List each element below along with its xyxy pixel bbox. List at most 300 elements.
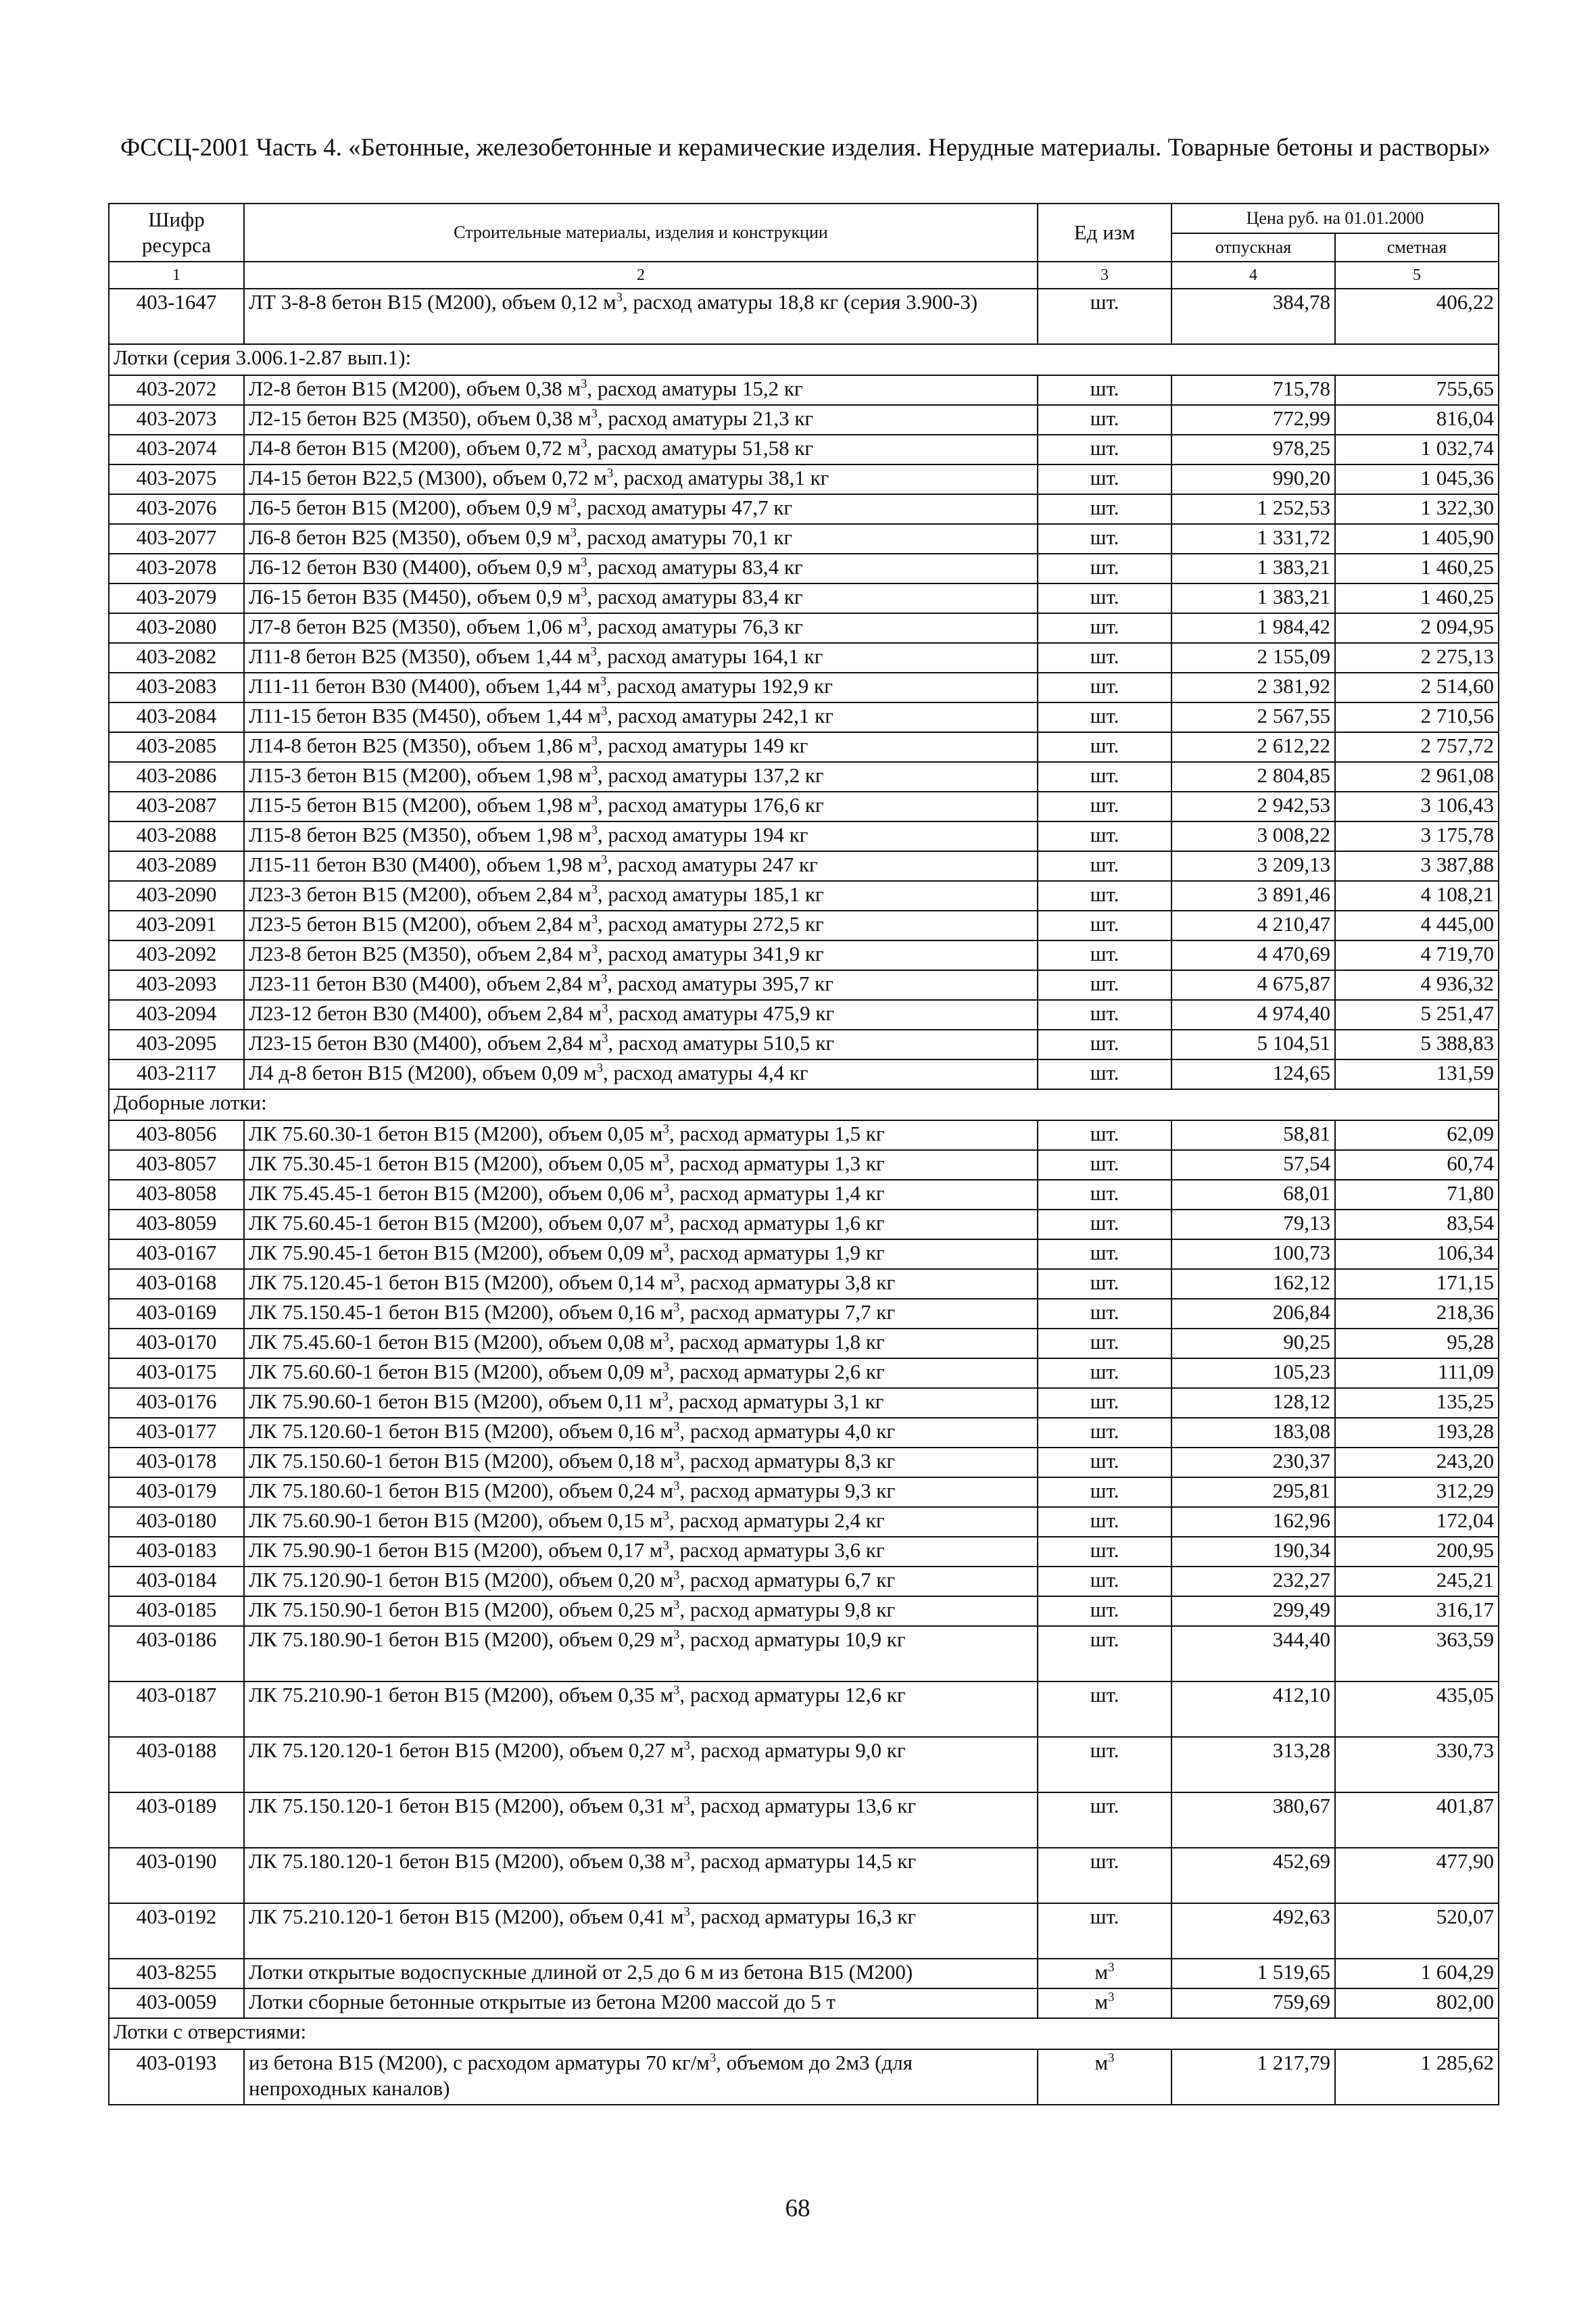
resource-code: 403-2090 (109, 881, 244, 911)
release-price: 206,84 (1171, 1299, 1335, 1329)
estimate-price: 1 460,25 (1335, 583, 1499, 613)
col-price-header: Цена руб. на 01.01.2000 (1171, 204, 1499, 233)
unit: шт. (1038, 1448, 1171, 1477)
release-price: 492,63 (1171, 1903, 1335, 1959)
unit: шт. (1038, 1848, 1171, 1903)
item-description: ЛК 75.60.90-1 бетон B15 (M200), объем 0,15 $м^3$, расход арматуры 2,4 кг (244, 1507, 1038, 1537)
unit: шт. (1038, 1418, 1171, 1448)
table-row (109, 702, 1499, 732)
unit: шт. (1038, 1269, 1171, 1299)
table-row (109, 1329, 1499, 1358)
table-row (109, 643, 1499, 673)
resource-code: 403-8056 (109, 1120, 244, 1150)
unit: шт. (1038, 464, 1171, 494)
release-price: 990,20 (1171, 464, 1335, 494)
item-description: ЛК 75.120.90-1 бетон B15 (M200), объем 0,20 $м^3$, расход арматуры 6,7 кг (244, 1567, 1038, 1596)
table-row (109, 289, 1499, 344)
release-price: 100,73 (1171, 1239, 1335, 1269)
unit: шт. (1038, 970, 1171, 1000)
item-description: ЛК 75.150.90-1 бетон B15 (M200), объем 0,25 $м^3$, расход арматуры 9,8 кг (244, 1596, 1038, 1626)
item-description: Л15-8 бетон B25 (M350), объем 1,98 $м^3$, расход аматуры 194 кг (244, 821, 1038, 851)
resource-code: 403-0187 (109, 1681, 244, 1737)
estimate-price: 171,15 (1335, 1269, 1499, 1299)
unit: шт. (1038, 524, 1171, 554)
resource-code: 403-2095 (109, 1030, 244, 1059)
item-description: ЛК 75.150.60-1 бетон B15 (M200), объем 0,18 $м^3$, расход арматуры 8,3 кг (244, 1448, 1038, 1477)
estimate-price: 135,25 (1335, 1388, 1499, 1418)
estimate-price: 131,59 (1335, 1059, 1499, 1089)
resource-code: 403-2079 (109, 583, 244, 613)
unit: шт. (1038, 1030, 1171, 1059)
release-price: 1 383,21 (1171, 583, 1335, 613)
release-price: 1 331,72 (1171, 524, 1335, 554)
table-row (109, 1988, 1499, 2018)
resource-code: 403-2091 (109, 911, 244, 940)
table-row (109, 1537, 1499, 1567)
item-description: Л6-12 бетон B30 (M400), объем 0,9 $м^3$, расход аматуры 83,4 кг (244, 554, 1038, 583)
item-description: ЛК 75.150.120-1 бетон B15 (M200), объем 0,31 $м^3$, расход арматуры 13,6 кг (244, 1792, 1038, 1848)
release-price: 232,27 (1171, 1567, 1335, 1596)
resource-code: 403-0192 (109, 1903, 244, 1959)
unit: шт. (1038, 1507, 1171, 1537)
section-title: Лотки с отверстиями: (109, 2018, 1499, 2049)
estimate-price: 406,22 (1335, 289, 1499, 344)
table-row (109, 405, 1499, 435)
table-row (109, 940, 1499, 970)
item-description: ЛК 75.180.120-1 бетон B15 (M200), объем 0,38 $м^3$, расход арматуры 14,5 кг (244, 1848, 1038, 1903)
section-row (109, 2018, 1499, 2049)
table-row (109, 1358, 1499, 1388)
release-price: 58,81 (1171, 1120, 1335, 1150)
unit: шт. (1038, 702, 1171, 732)
item-description: ЛК 75.180.60-1 бетон B15 (M200), объем 0,24 $м^3$, расход арматуры 9,3 кг (244, 1477, 1038, 1507)
release-price: 230,37 (1171, 1448, 1335, 1477)
table-row (109, 464, 1499, 494)
estimate-price: 1 032,74 (1335, 435, 1499, 464)
table-row (109, 851, 1499, 881)
unit: шт. (1038, 1150, 1171, 1180)
estimate-price: 243,20 (1335, 1448, 1499, 1477)
estimate-price: 816,04 (1335, 405, 1499, 435)
release-price: 313,28 (1171, 1737, 1335, 1792)
release-price: 2 567,55 (1171, 702, 1335, 732)
release-price: 2 381,92 (1171, 673, 1335, 702)
release-price: 384,78 (1171, 289, 1335, 344)
resource-code: 403-2087 (109, 792, 244, 821)
resource-code: 403-0175 (109, 1358, 244, 1388)
table-row (109, 1000, 1499, 1030)
table-row (109, 881, 1499, 911)
resource-code: 403-2074 (109, 435, 244, 464)
estimate-price: 1 405,90 (1335, 524, 1499, 554)
table-row (109, 2049, 1499, 2105)
unit: шт. (1038, 1737, 1171, 1792)
unit: шт. (1038, 732, 1171, 762)
estimate-price: 5 251,47 (1335, 1000, 1499, 1030)
item-description: Л11-8 бетон B25 (M350), объем 1,44 $м^3$, расход аматуры 164,1 кг (244, 643, 1038, 673)
unit: шт. (1038, 1567, 1171, 1596)
release-price: 79,13 (1171, 1210, 1335, 1239)
item-description: Л23-15 бетон B30 (M400), объем 2,84 $м^3$, расход аматуры 510,5 кг (244, 1030, 1038, 1059)
unit: шт. (1038, 1596, 1171, 1626)
estimate-price: 172,04 (1335, 1507, 1499, 1537)
estimate-price: 4 936,32 (1335, 970, 1499, 1000)
release-price: 190,34 (1171, 1537, 1335, 1567)
release-price: 4 974,40 (1171, 1000, 1335, 1030)
estimate-price: 5 388,83 (1335, 1030, 1499, 1059)
col-number: 5 (1335, 262, 1499, 289)
unit: шт. (1038, 1477, 1171, 1507)
release-price: 295,81 (1171, 1477, 1335, 1507)
item-description: Л7-8 бетон B25 (M350), объем 1,06 $м^3$, расход аматуры 76,3 кг (244, 613, 1038, 643)
unit: шт. (1038, 435, 1171, 464)
unit: $м^3$ (1038, 1959, 1171, 1988)
item-description: ЛК 75.45.60-1 бетон B15 (M200), объем 0,08 $м^3$, расход арматуры 1,8 кг (244, 1329, 1038, 1358)
table-row (109, 911, 1499, 940)
unit: шт. (1038, 851, 1171, 881)
unit: шт. (1038, 1681, 1171, 1737)
item-description: Л6-15 бетон B35 (M450), объем 0,9 $м^3$, расход аматуры 83,4 кг (244, 583, 1038, 613)
release-price: 105,23 (1171, 1358, 1335, 1388)
section-title: Доборные лотки: (109, 1089, 1499, 1120)
item-description: Л23-12 бетон B30 (M400), объем 2,84 $м^3$, расход аматуры 475,9 кг (244, 1000, 1038, 1030)
item-description: ЛК 75.120.45-1 бетон B15 (M200), объем 0,14 $м^3$, расход арматуры 3,8 кг (244, 1269, 1038, 1299)
resource-code: 403-0188 (109, 1737, 244, 1792)
unit: шт. (1038, 583, 1171, 613)
unit: шт. (1038, 554, 1171, 583)
unit: шт. (1038, 1059, 1171, 1089)
item-description: ЛК 75.60.60-1 бетон B15 (M200), объем 0,09 $м^3$, расход арматуры 2,6 кг (244, 1358, 1038, 1388)
unit: шт. (1038, 494, 1171, 524)
unit: шт. (1038, 1537, 1171, 1567)
table-row (109, 1120, 1499, 1150)
release-price: 2 612,22 (1171, 732, 1335, 762)
item-description: ЛК 75.150.45-1 бетон B15 (M200), объем 0,16 $м^3$, расход арматуры 7,7 кг (244, 1299, 1038, 1329)
resource-code: 403-0184 (109, 1567, 244, 1596)
unit: шт. (1038, 1120, 1171, 1150)
section-row (109, 1089, 1499, 1120)
release-price: 978,25 (1171, 435, 1335, 464)
item-description: Лотки открытые водоспускные длиной от 2,5 до 6 м из бетона B15 (M200) (244, 1959, 1038, 1988)
unit: шт. (1038, 673, 1171, 702)
page-title: ФССЦ-2001 Часть 4. «Бетонные, железобетонные и керамические изделия. Нерудные материалы. Товарные бетоны и растворы» (120, 134, 1491, 162)
release-price: 57,54 (1171, 1150, 1335, 1180)
release-price: 715,78 (1171, 375, 1335, 405)
estimate-price: 330,73 (1335, 1737, 1499, 1792)
table-row (109, 970, 1499, 1000)
item-description: Л23-3 бетон B15 (M200), объем 2,84 $м^3$, расход аматуры 185,1 кг (244, 881, 1038, 911)
table-row (109, 792, 1499, 821)
resource-code: 403-2082 (109, 643, 244, 673)
item-description: ЛК 75.210.90-1 бетон B15 (M200), объем 0,35 $м^3$, расход арматуры 12,6 кг (244, 1681, 1038, 1737)
table-row (109, 524, 1499, 554)
estimate-price: 111,09 (1335, 1358, 1499, 1388)
resource-code: 403-2073 (109, 405, 244, 435)
estimate-price: 755,65 (1335, 375, 1499, 405)
table-row (109, 1150, 1499, 1180)
unit: шт. (1038, 613, 1171, 643)
release-price: 3 008,22 (1171, 821, 1335, 851)
price-table (108, 203, 1499, 2105)
table-row (109, 1239, 1499, 1269)
unit: шт. (1038, 1210, 1171, 1239)
estimate-price: 3 175,78 (1335, 821, 1499, 851)
release-price: 344,40 (1171, 1626, 1335, 1681)
section-title: Лотки (серия 3.006.1-2.87 вып.1): (109, 344, 1499, 375)
table-row (109, 1681, 1499, 1737)
col-number: 2 (244, 262, 1038, 289)
table-row (109, 1210, 1499, 1239)
estimate-price: 3 387,88 (1335, 851, 1499, 881)
estimate-price: 435,05 (1335, 1681, 1499, 1737)
release-price: 1 984,42 (1171, 613, 1335, 643)
estimate-price: 71,80 (1335, 1180, 1499, 1210)
item-description: ЛК 75.210.120-1 бетон B15 (M200), объем 0,41 $м^3$, расход арматуры 16,3 кг (244, 1903, 1038, 1959)
resource-code: 403-2084 (109, 702, 244, 732)
release-price: 4 470,69 (1171, 940, 1335, 970)
table-row (109, 1388, 1499, 1418)
unit: шт. (1038, 1626, 1171, 1681)
release-price: 759,69 (1171, 1988, 1335, 2018)
estimate-price: 62,09 (1335, 1120, 1499, 1150)
release-price: 380,67 (1171, 1792, 1335, 1848)
release-price: 183,08 (1171, 1418, 1335, 1448)
estimate-price: 2 961,08 (1335, 762, 1499, 792)
item-description: Л15-3 бетон B15 (M200), объем 1,98 $м^3$, расход аматуры 137,2 кг (244, 762, 1038, 792)
resource-code: 403-0190 (109, 1848, 244, 1903)
unit: шт. (1038, 792, 1171, 821)
estimate-price: 1 322,30 (1335, 494, 1499, 524)
unit: шт. (1038, 940, 1171, 970)
item-description: Л6-5 бетон B15 (M200), объем 0,9 $м^3$, расход аматуры 47,7 кг (244, 494, 1038, 524)
column-number-row (109, 262, 1499, 289)
estimate-price: 363,59 (1335, 1626, 1499, 1681)
unit: шт. (1038, 1792, 1171, 1848)
release-price: 162,96 (1171, 1507, 1335, 1537)
unit: шт. (1038, 911, 1171, 940)
item-description: ЛТ 3-8-8 бетон B15 (M200), объем 0,12 $м^3$, расход аматуры 18,8 кг (серия 3.900-3) (244, 289, 1038, 344)
release-price: 3 209,13 (1171, 851, 1335, 881)
estimate-price: 520,07 (1335, 1903, 1499, 1959)
resource-code: 403-8058 (109, 1180, 244, 1210)
estimate-price: 1 285,62 (1335, 2049, 1499, 2105)
resource-code: 403-8057 (109, 1150, 244, 1180)
item-description: Л4 д-8 бетон B15 (M200), объем 0,09 $м^3$, расход аматуры 4,4 кг (244, 1059, 1038, 1089)
item-description: ЛК 75.30.45-1 бетон B15 (M200), объем 0,05 $м^3$, расход арматуры 1,3 кг (244, 1150, 1038, 1180)
estimate-price: 4 445,00 (1335, 911, 1499, 940)
unit: шт. (1038, 643, 1171, 673)
resource-code: 403-0193 (109, 2049, 244, 2105)
col-release-header: отпускная (1171, 233, 1335, 262)
item-description: ЛК 75.180.90-1 бетон B15 (M200), объем 0,29 $м^3$, расход арматуры 10,9 кг (244, 1626, 1038, 1681)
release-price: 3 891,46 (1171, 881, 1335, 911)
item-description: ЛК 75.120.120-1 бетон B15 (M200), объем 0,27 $м^3$, расход арматуры 9,0 кг (244, 1737, 1038, 1792)
resource-code: 403-0186 (109, 1626, 244, 1681)
table-row (109, 1418, 1499, 1448)
estimate-price: 1 604,29 (1335, 1959, 1499, 1988)
unit: шт. (1038, 1239, 1171, 1269)
estimate-price: 2 275,13 (1335, 643, 1499, 673)
resource-code: 403-0180 (109, 1507, 244, 1537)
unit: шт. (1038, 1388, 1171, 1418)
unit: шт. (1038, 289, 1171, 344)
table-row (109, 762, 1499, 792)
item-description: ЛК 75.90.45-1 бетон B15 (M200), объем 0,09 $м^3$, расход арматуры 1,9 кг (244, 1239, 1038, 1269)
resource-code: 403-0189 (109, 1792, 244, 1848)
release-price: 2 804,85 (1171, 762, 1335, 792)
unit: шт. (1038, 1180, 1171, 1210)
table-row (109, 821, 1499, 851)
item-description: ЛК 75.60.30-1 бетон B15 (M200), объем 0,05 $м^3$, расход арматуры 1,5 кг (244, 1120, 1038, 1150)
estimate-price: 200,95 (1335, 1537, 1499, 1567)
table-row (109, 673, 1499, 702)
resource-code: 403-2080 (109, 613, 244, 643)
unit: $м^3$ (1038, 2049, 1171, 2105)
unit: шт. (1038, 1299, 1171, 1329)
resource-code: 403-2089 (109, 851, 244, 881)
table-row (109, 1626, 1499, 1681)
item-description: Л15-11 бетон B30 (M400), объем 1,98 $м^3$, расход аматуры 247 кг (244, 851, 1038, 881)
unit: шт. (1038, 375, 1171, 405)
release-price: 90,25 (1171, 1329, 1335, 1358)
table-row (109, 1477, 1499, 1507)
estimate-price: 95,28 (1335, 1329, 1499, 1358)
estimate-price: 2 094,95 (1335, 613, 1499, 643)
release-price: 2 155,09 (1171, 643, 1335, 673)
resource-code: 403-8059 (109, 1210, 244, 1239)
item-description: Л23-8 бетон B25 (M350), объем 2,84 $м^3$, расход аматуры 341,9 кг (244, 940, 1038, 970)
unit: шт. (1038, 762, 1171, 792)
table-row (109, 732, 1499, 762)
release-price: 4 210,47 (1171, 911, 1335, 940)
resource-code: 403-0059 (109, 1988, 244, 2018)
resource-code: 403-2083 (109, 673, 244, 702)
table-row (109, 1903, 1499, 1959)
resource-code: 403-2085 (109, 732, 244, 762)
estimate-price: 218,36 (1335, 1299, 1499, 1329)
resource-code: 403-1647 (109, 289, 244, 344)
release-price: 1 519,65 (1171, 1959, 1335, 1988)
table-row (109, 1180, 1499, 1210)
table-row (109, 1030, 1499, 1059)
resource-code: 403-2075 (109, 464, 244, 494)
col-number: 1 (109, 262, 244, 289)
item-description: Лотки сборные бетонные открытые из бетона M200 массой до 5 т (244, 1988, 1038, 2018)
item-description: Л6-8 бетон B25 (M350), объем 0,9 $м^3$, расход аматуры 70,1 кг (244, 524, 1038, 554)
release-price: 452,69 (1171, 1848, 1335, 1903)
estimate-price: 4 719,70 (1335, 940, 1499, 970)
resource-code: 403-2076 (109, 494, 244, 524)
col-estimate-header: сметная (1335, 233, 1499, 262)
estimate-price: 83,54 (1335, 1210, 1499, 1239)
estimate-price: 1 460,25 (1335, 554, 1499, 583)
estimate-price: 401,87 (1335, 1792, 1499, 1848)
resource-code: 403-2077 (109, 524, 244, 554)
unit: шт. (1038, 821, 1171, 851)
col-unit-header: Ед изм (1038, 204, 1171, 262)
estimate-price: 312,29 (1335, 1477, 1499, 1507)
resource-code: 403-2086 (109, 762, 244, 792)
resource-code: 403-2072 (109, 375, 244, 405)
release-price: 1 383,21 (1171, 554, 1335, 583)
unit: шт. (1038, 881, 1171, 911)
release-price: 124,65 (1171, 1059, 1335, 1089)
table-row (109, 1792, 1499, 1848)
release-price: 5 104,51 (1171, 1030, 1335, 1059)
resource-code: 403-8255 (109, 1959, 244, 1988)
item-description: Л2-15 бетон B25 (M350), объем 0,38 $м^3$, расход аматуры 21,3 кг (244, 405, 1038, 435)
col-number: 4 (1171, 262, 1335, 289)
release-price: 128,12 (1171, 1388, 1335, 1418)
table-row (109, 1507, 1499, 1537)
resource-code: 403-0178 (109, 1448, 244, 1477)
page-number: 68 (785, 2195, 811, 2222)
unit: шт. (1038, 1329, 1171, 1358)
table-row (109, 435, 1499, 464)
resource-code: 403-0168 (109, 1269, 244, 1299)
table-row (109, 1299, 1499, 1329)
item-description: ЛК 75.45.45-1 бетон B15 (M200), объем 0,06 $м^3$, расход арматуры 1,4 кг (244, 1180, 1038, 1210)
item-description: Л15-5 бетон B15 (M200), объем 1,98 $м^3$, расход аматуры 176,6 кг (244, 792, 1038, 821)
item-description: ЛК 75.60.45-1 бетон B15 (M200), объем 0,07 $м^3$, расход арматуры 1,6 кг (244, 1210, 1038, 1239)
release-price: 1 217,79 (1171, 2049, 1335, 2105)
resource-code: 403-2078 (109, 554, 244, 583)
item-description: Л11-11 бетон B30 (M400), объем 1,44 $м^3$, расход аматуры 192,9 кг (244, 673, 1038, 702)
item-description: ЛК 75.120.60-1 бетон B15 (M200), объем 0,16 $м^3$, расход арматуры 4,0 кг (244, 1418, 1038, 1448)
resource-code: 403-2088 (109, 821, 244, 851)
table-row (109, 494, 1499, 524)
table-row (109, 1959, 1499, 1988)
resource-code: 403-0179 (109, 1477, 244, 1507)
item-description: ЛК 75.90.90-1 бетон B15 (M200), объем 0,17 $м^3$, расход арматуры 3,6 кг (244, 1537, 1038, 1567)
table-row (109, 375, 1499, 405)
release-price: 772,99 (1171, 405, 1335, 435)
item-description: Л23-5 бетон B15 (M200), объем 2,84 $м^3$, расход аматуры 272,5 кг (244, 911, 1038, 940)
estimate-price: 3 106,43 (1335, 792, 1499, 821)
table-row (109, 554, 1499, 583)
resource-code: 403-2094 (109, 1000, 244, 1030)
item-description: Л11-15 бетон B35 (M450), объем 1,44 $м^3$, расход аматуры 242,1 кг (244, 702, 1038, 732)
release-price: 412,10 (1171, 1681, 1335, 1737)
release-price: 299,49 (1171, 1596, 1335, 1626)
resource-code: 403-2092 (109, 940, 244, 970)
table-row (109, 1737, 1499, 1792)
table-row (109, 1448, 1499, 1477)
item-description: Л4-15 бетон B22,5 (M300), объем 0,72 $м^3$, расход аматуры 38,1 кг (244, 464, 1038, 494)
resource-code: 403-0170 (109, 1329, 244, 1358)
item-description: ЛК 75.90.60-1 бетон B15 (M200), объем 0,11 $м^3$, расход арматуры 3,1 кг (244, 1388, 1038, 1418)
col-name-header: Строительные материалы, изделия и конструкции (244, 204, 1038, 262)
unit: $м^3$ (1038, 1988, 1171, 2018)
estimate-price: 245,21 (1335, 1567, 1499, 1596)
item-description: Л23-11 бетон B30 (M400), объем 2,84 $м^3$, расход аматуры 395,7 кг (244, 970, 1038, 1000)
item-description: Л2-8 бетон B15 (M200), объем 0,38 $м^3$, расход аматуры 15,2 кг (244, 375, 1038, 405)
release-price: 1 252,53 (1171, 494, 1335, 524)
release-price: 162,12 (1171, 1269, 1335, 1299)
resource-code: 403-2093 (109, 970, 244, 1000)
table-row (109, 583, 1499, 613)
estimate-price: 316,17 (1335, 1596, 1499, 1626)
estimate-price: 4 108,21 (1335, 881, 1499, 911)
release-price: 4 675,87 (1171, 970, 1335, 1000)
unit: шт. (1038, 405, 1171, 435)
col-number: 3 (1038, 262, 1171, 289)
unit: шт. (1038, 1903, 1171, 1959)
section-row (109, 344, 1499, 375)
item-description: Л14-8 бетон B25 (M350), объем 1,86 $м^3$, расход аматуры 149 кг (244, 732, 1038, 762)
resource-code: 403-0167 (109, 1239, 244, 1269)
unit: шт. (1038, 1358, 1171, 1388)
